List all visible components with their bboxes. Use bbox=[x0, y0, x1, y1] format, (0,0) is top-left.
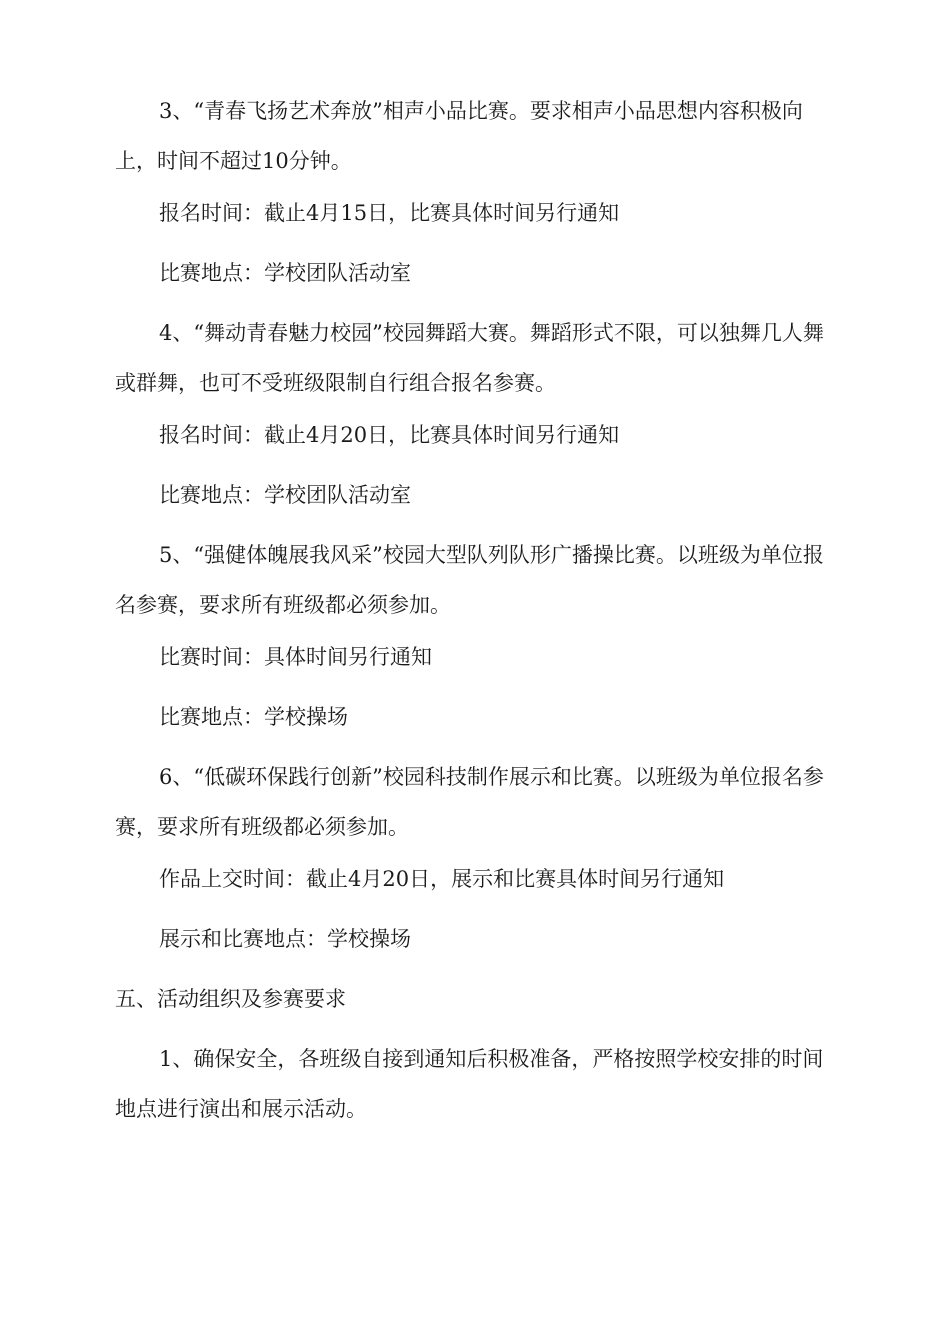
paragraph-venue: 比赛地点：学校团队活动室 bbox=[159, 483, 411, 507]
section-heading-five: 五、活动组织及参赛要求 bbox=[115, 987, 346, 1011]
paragraph-registration-time: 报名时间：截止4月20日，比赛具体时间另行通知 bbox=[159, 423, 620, 447]
paragraph-requirement-1: 1、确保安全，各班级自接到通知后积极准备，严格按照学校安排的时间地点进行演出和展示活动。 bbox=[115, 1047, 824, 1121]
paragraph-competition-time: 比赛时间：具体时间另行通知 bbox=[159, 645, 432, 669]
paragraph-item-4-dance: 4、“舞动青春魅力校园”校园舞蹈大赛。舞蹈形式不限，可以独舞几人舞或群舞，也可不受班级限制自行组合报名参赛。 bbox=[115, 321, 824, 395]
paragraph-venue: 比赛地点：学校团队活动室 bbox=[159, 261, 411, 285]
paragraph-item-3-crosstalk: 3、“青春飞扬艺术奔放”相声小品比赛。要求相声小品思想内容积极向上，时间不超过10分钟。 bbox=[115, 99, 803, 173]
paragraph-venue: 比赛地点：学校操场 bbox=[159, 705, 348, 729]
paragraph-item-6-tech: 6、“低碳环保践行创新”校园科技制作展示和比赛。以班级为单位报名参赛，要求所有班级都必须参加。 bbox=[115, 765, 824, 839]
paragraph-exhibition-venue: 展示和比赛地点：学校操场 bbox=[159, 927, 411, 951]
paragraph-item-5-drill: 5、“强健体魄展我风采”校园大型队列队形广播操比赛。以班级为单位报名参赛，要求所有班级都必须参加。 bbox=[115, 543, 824, 617]
paragraph-registration-time: 报名时间：截止4月15日，比赛具体时间另行通知 bbox=[159, 201, 620, 225]
paragraph-submission-time: 作品上交时间：截止4月20日，展示和比赛具体时间另行通知 bbox=[159, 867, 725, 891]
